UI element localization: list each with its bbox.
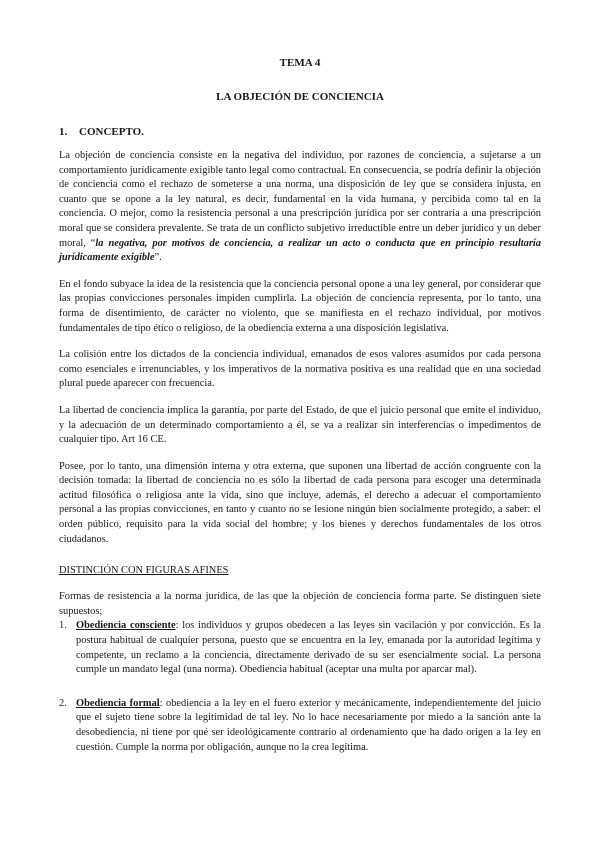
list-item [59, 697, 541, 755]
paragraph-definition [59, 149, 541, 266]
list-item-body [76, 697, 541, 755]
section-heading-text: CONCEPTO. [79, 126, 144, 138]
list-item-body [76, 619, 541, 677]
distinction-heading: DISTINCIÓN CON FIGURAS AFINES [59, 565, 229, 577]
list-item-number: 1. [59, 620, 67, 632]
list-item [59, 619, 541, 677]
list-item-number: 2. [59, 697, 67, 709]
paragraph-definition-end: ”. [154, 252, 162, 264]
paragraph-resistance: En el fondo subyace la idea de la resistencia que la conciencia personal opone a una ley general, por considerar que las propias convicciones personales impiden cumplirla. La objeción de conciencia representa, por lo tanto, una forma de disentimiento, de carácter no violento, que se manifiesta en el rechazo individual, por motivos fundamentales de tipo ético o religioso, de la obediencia externa a una disposición legislativa. [59, 278, 541, 334]
list-item-term: Obediencia formal [76, 697, 160, 709]
section-heading-concepto [59, 125, 541, 139]
definition-quote: la negativa, por motivos de conciencia, a realizar un acto o conducta que en principio resultaría jurídicamente exigible [59, 237, 541, 264]
list-item-term: Obediencia consciente [76, 620, 176, 632]
list-item-text: : los individuos y grupos obedecen a las leyes sin vacilación y por convicción. Es la postura habitual de cualquier persona, puesto que se encuentra en la ley, emanada por la autoridad legítima y competente, un reclamo a la conciencia, directamente derivado de su ser esencialmente social. La persona cumple un mandato legal (una norma). Obediencia habitual (aceptar una multa por aparcar mal). [76, 620, 541, 676]
paragraph-freedom: La libertad de conciencia implica la garantía, por parte del Estado, de que el juicio personal que emite el individuo, y la adecuación de un determinado comportamiento a él, se va a realizar sin interferencias o impedimentos de cualquier tipo. Art 16 CE. [59, 404, 541, 446]
section-number: 1. [59, 126, 68, 138]
topic-label: TEMA 4 [279, 57, 321, 69]
paragraph-dimension: Posee, por lo tanto, una dimensión interna y otra externa, que suponen una libertad de acción congruente con la decisión tomada: la libertad de conciencia no es sólo la libertad de cada persona para escoger una determinada actitud filosófica o religiosa ante la vida, sino que incluye, además, el derecho a adecuar el comportamiento personal a las propias convicciones, en tanto y cuanto no se lesione ningún bien socialmente protegido, a saber: el orden público, requisito para la vida social del hombre; y los bienes y derechos fundamentales de los otros ciudadanos. [59, 460, 541, 545]
paragraph-definition-text: La objeción de conciencia consiste en la negativa del individuo, por razones de conciencia, a sujetarse a un comportamiento jurídicamente exigible tanto legal como contractual. En consecuencia, se podría definir la objeción de conciencia como el rechazo de someterse a una norma, una disposición de ley que se considera injusta, en cuanto que se opone a la ley natural, es decir, fundamental en la vida humana, y percibida como tal en la conciencia. O mejor, como la resistencia personal a una prescripción jurídica por ser contraria a una prescripción moral que se considera prevalente. Se trata de un conflicto subjetivo irreductible entre un deber jurídico y un deber moral, “ [59, 150, 541, 249]
paragraph-collision: La colisión entre los dictados de la conciencia individual, emanados de esos valores asumidos por cada persona como esenciales e irrenunciables, y los imperativos de la normativa positiva es una realidad que en una sociedad plural puede aparecer con frecuencia. [59, 349, 541, 390]
document-title: LA OBJECIÓN DE CONCIENCIA [216, 91, 384, 103]
list-item-text: : obediencia a la ley en el fuero exterior y mecánicamente, independientemente del juicio que el sujeto tiene sobre la legitimidad de tal ley. No lo hace necesariamente por miedo a la sanción ante la desobediencia, ni tiene por qué ser ideológicamente contrario al ordenamiento que ha dado origen a la ley en cuestión. Cumple la norma por obligación, aunque no la crea legítima. [76, 697, 541, 753]
distinction-intro: Formas de resistencia a la norma jurídica, de las que la objeción de conciencia forma parte. Se distinguen siete supuestos; [59, 591, 541, 617]
